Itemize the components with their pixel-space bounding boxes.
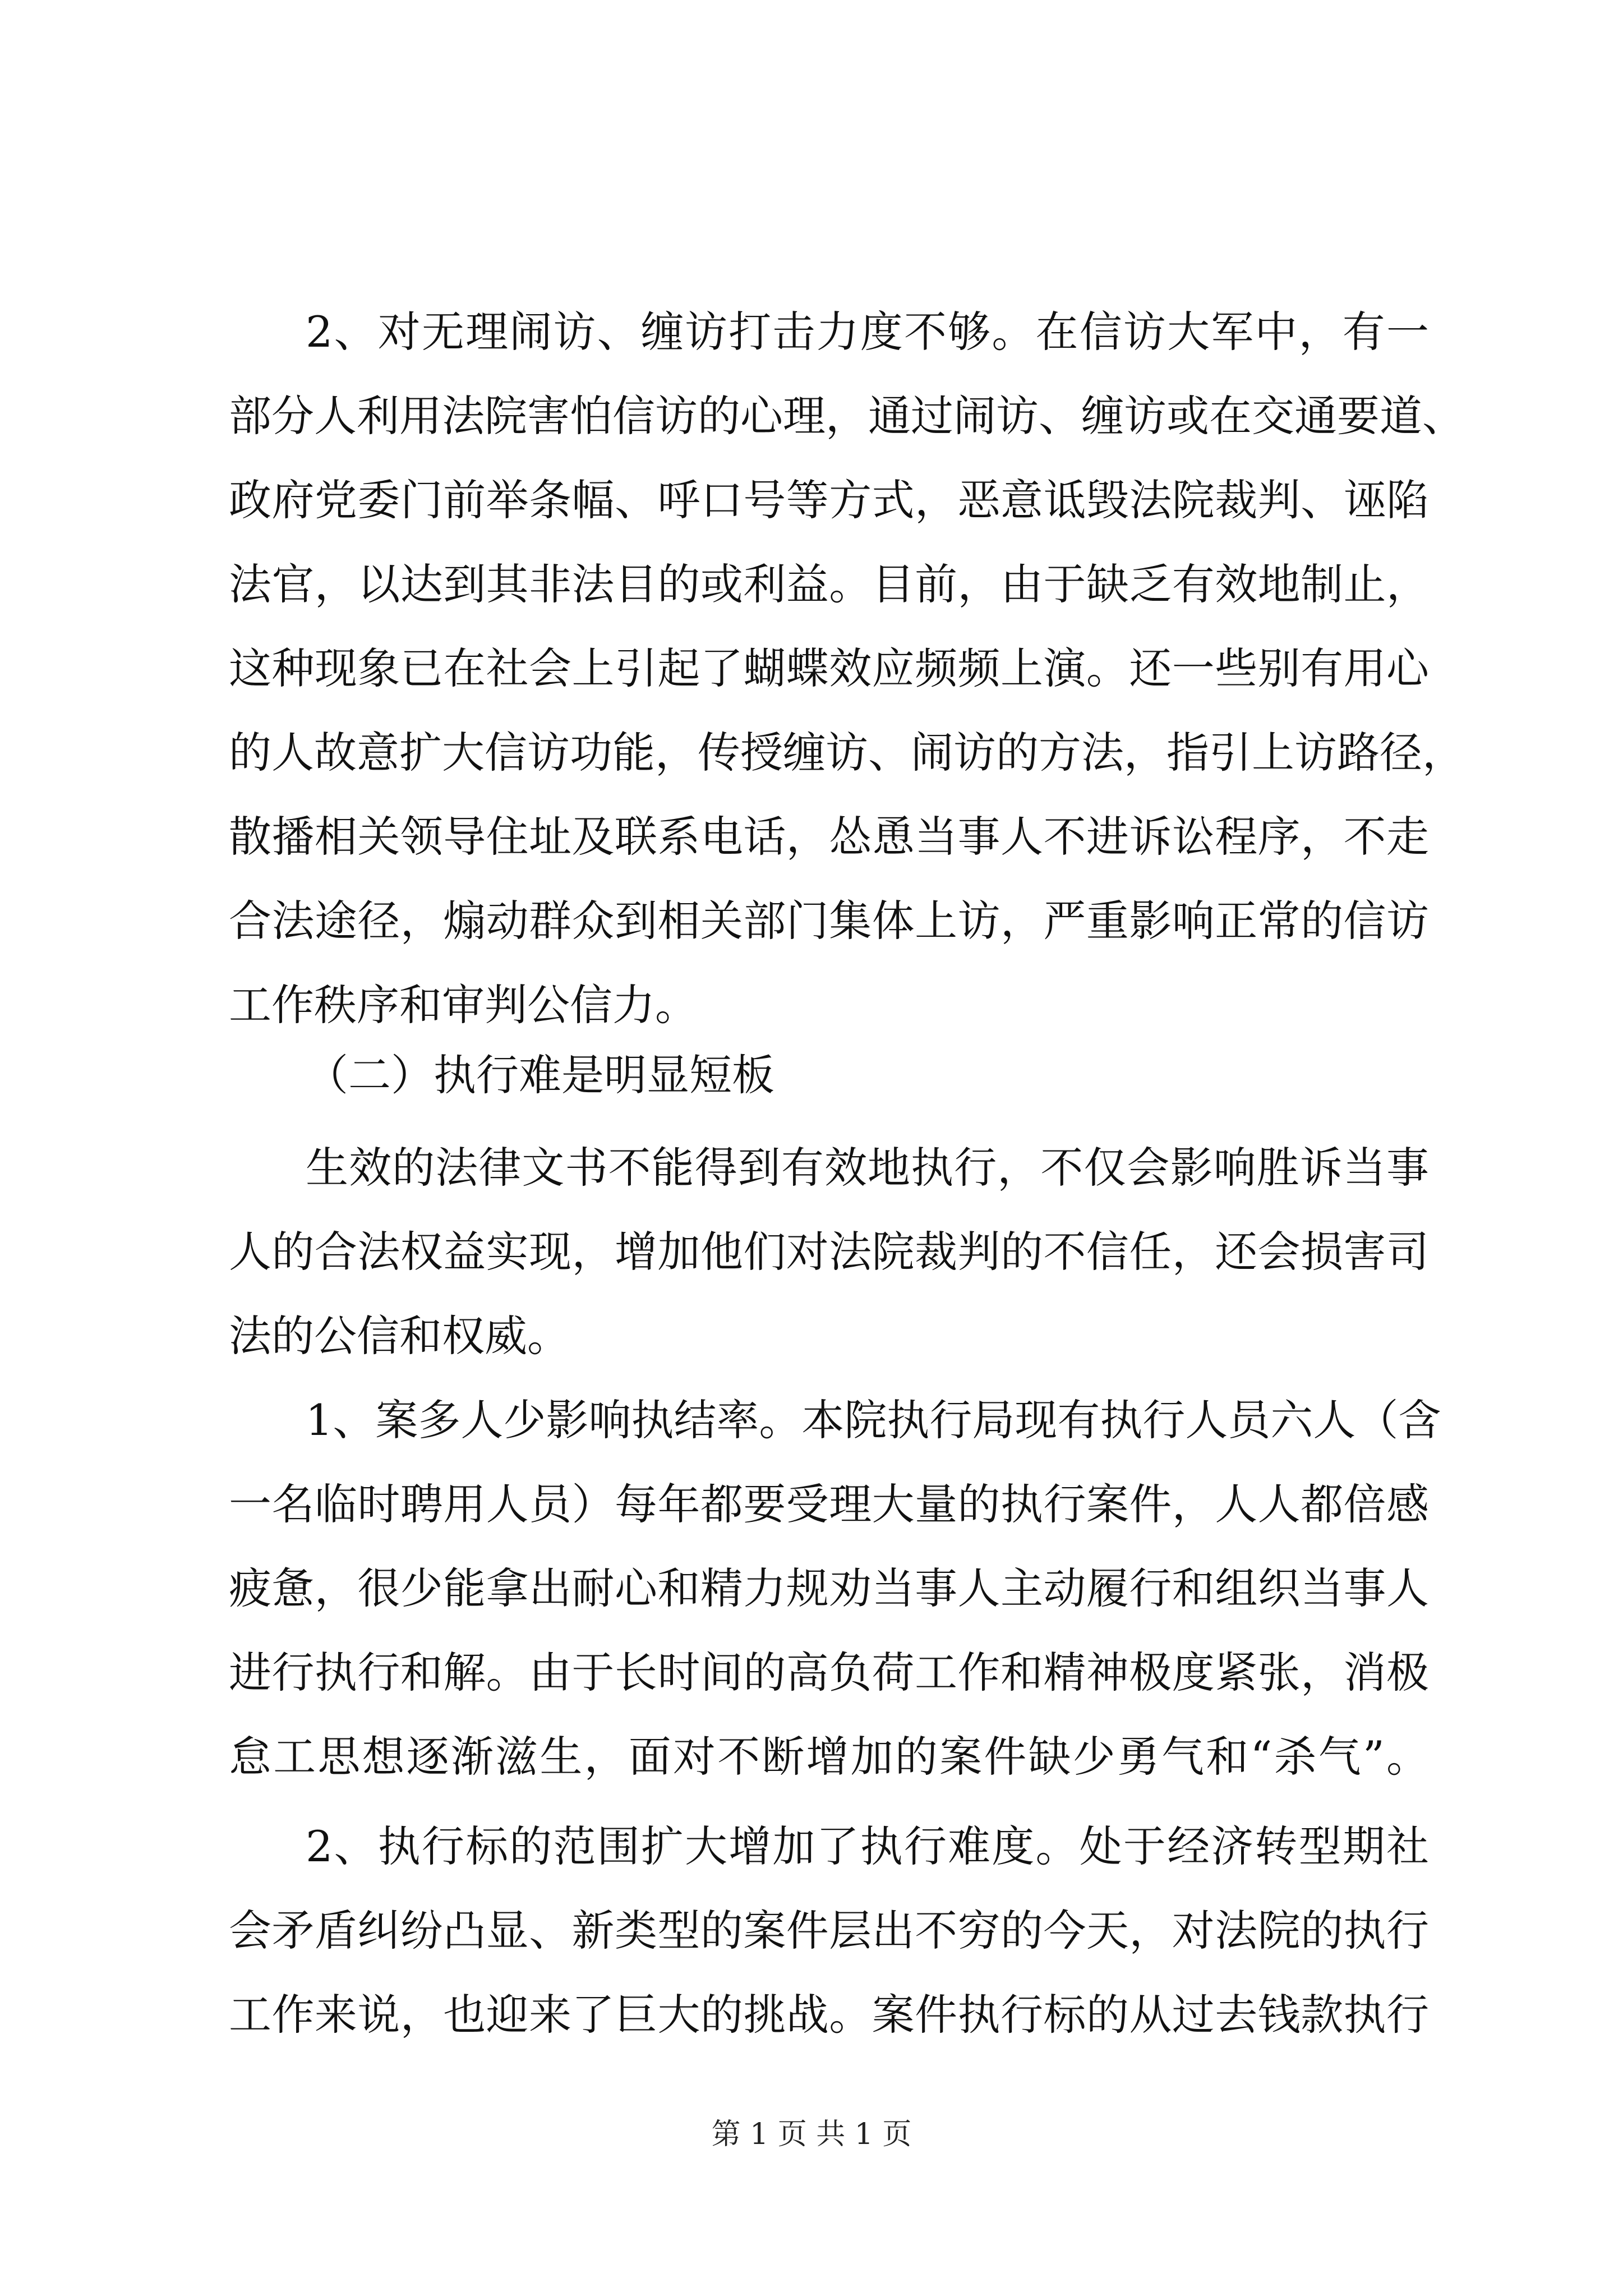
section-heading: （二）执行难是明显短板 xyxy=(306,1050,774,1100)
text-line: 散播相关领导住址及联系电话，怂恿当事人不进诉讼程序，不走 xyxy=(229,812,1429,862)
text-line: 生效的法律文书不能得到有效地执行，不仅会影响胜诉当事 xyxy=(306,1143,1429,1193)
text-line: 进行执行和解。由于长时间的高负荷工作和精神极度紧张，消极 xyxy=(229,1648,1429,1697)
text-line: 法的公信和权威。 xyxy=(229,1311,570,1361)
text-line: 的人故意扩大信访功能，传授缠访、闹访的方法，指引上访路径， xyxy=(229,728,1465,777)
text-line: 会矛盾纠纷凸显、新类型的案件层出不穷的今天，对法院的执行 xyxy=(229,1906,1429,1955)
page-footer: 第 1 页 共 1 页 xyxy=(711,2118,912,2151)
text-line: 工作来说，也迎来了巨大的挑战。案件执行标的从过去钱款执行 xyxy=(229,1990,1429,2040)
text-line: 怠工思想逐渐滋生，面对不断增加的案件缺少勇气和“杀气”。 xyxy=(229,1732,1429,1782)
text-line: 这种现象已在社会上引起了蝴蝶效应频频上演。还一些别有用心 xyxy=(229,643,1429,693)
text-line: 2、对无理闹访、缠访打击力度不够。在信访大军中，有一 xyxy=(306,307,1429,357)
text-line: 工作秩序和审判公信力。 xyxy=(229,980,698,1030)
text-line: 法官，以达到其非法目的或利益。目前，由于缺乏有效地制止， xyxy=(229,559,1429,609)
text-line: 人的合法权益实现，增加他们对法院裁判的不信任，还会损害司 xyxy=(229,1227,1429,1277)
text-line: 政府党委门前举条幅、呼口号等方式，恶意诋毁法院裁判、诬陷 xyxy=(229,475,1429,525)
text-line: 2、执行标的范围扩大增加了执行难度。处于经济转型期社 xyxy=(306,1821,1429,1871)
text-line: 合法途径，煽动群众到相关部门集体上访，严重影响正常的信访 xyxy=(229,896,1429,946)
text-line: 一名临时聘用人员）每年都要受理大量的执行案件，人人都倍感 xyxy=(229,1479,1429,1529)
text-line: 部分人利用法院害怕信访的心理，通过闹访、缠访或在交通要道、 xyxy=(229,391,1465,441)
text-line: 1、案多人少影响执结率。本院执行局现有执行人员六人（含 xyxy=(306,1395,1441,1445)
text-line: 疲惫，很少能拿出耐心和精力规劝当事人主动履行和组织当事人 xyxy=(229,1563,1429,1613)
